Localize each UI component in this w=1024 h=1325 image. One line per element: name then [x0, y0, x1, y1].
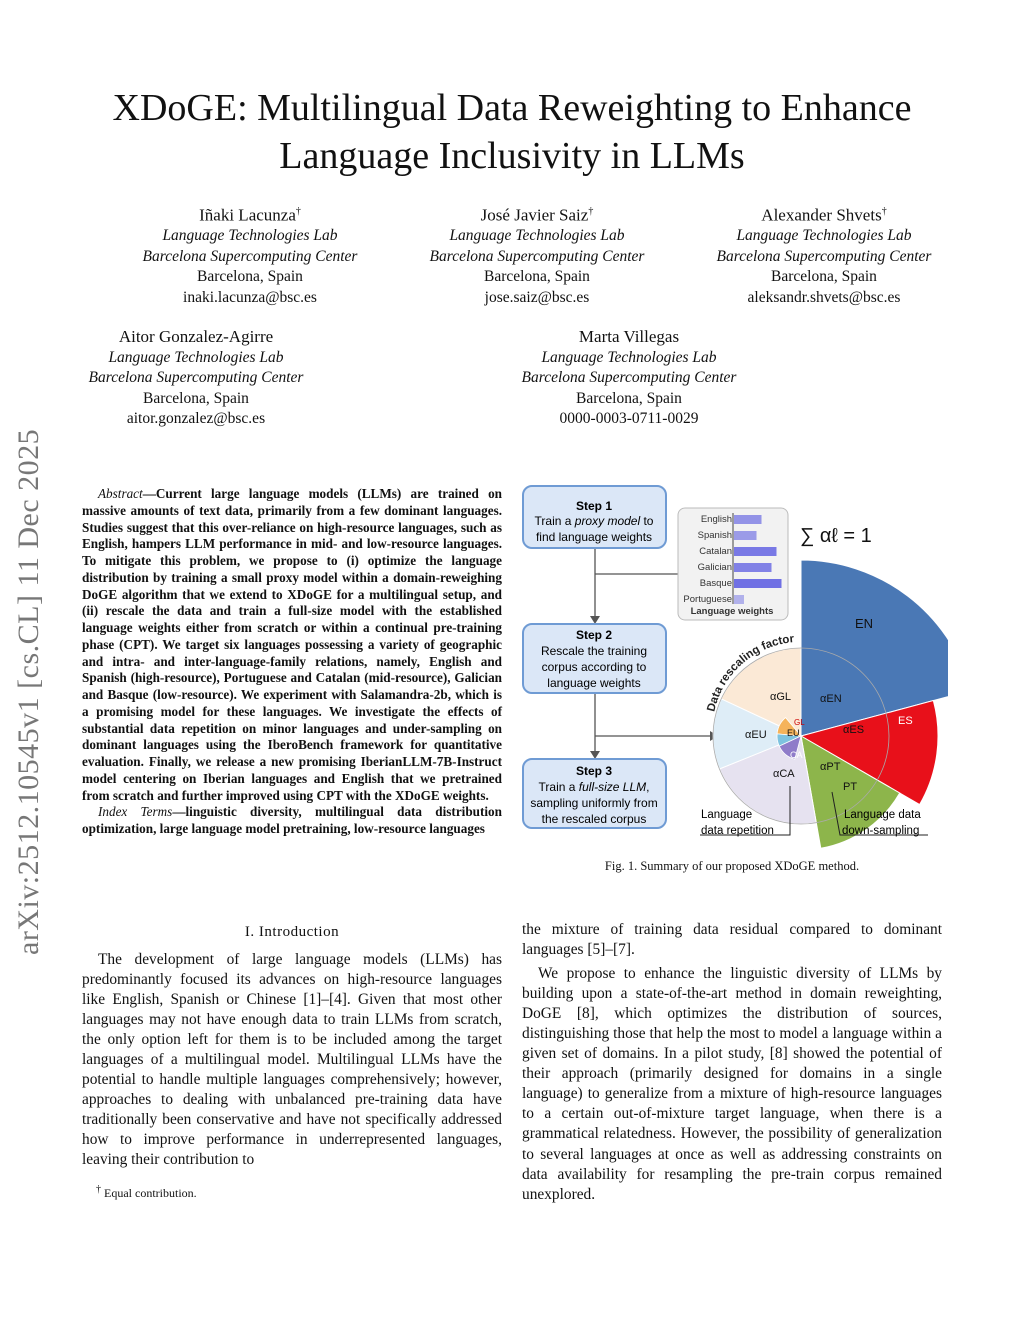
step-2-box	[523, 624, 666, 693]
step-2-line-1: Rescale the training	[540, 644, 648, 658]
abstract-text: —Current large language models (LLMs) are trained on massive amounts of text data, primarily from a few dominant languages. Studies suggest that this over-reliance on high-resource languages, such as English, hampers LLM performance in mid- and low-resource languages. To mitigate this problem, we propose to (i) optimize the language distribution by training a small proxy model within a domain-reweighing DoGE algorithm that we extend to XDoGE for a multilingual setup, and (ii) rescale the data and train a full-size model with the established language weights either from scratch or within a continual pre-training phase (CPT). We target six languages possessing a variety of geographic and intra- and inter-language-family relations, namely, English and Spanish (high-resource), Portuguese and Catalan (mid-resource), Galician and Basque (low-resource). We experiment with Salamandra-2b, which is a promising model for these languages. We investigate the effects of substantial data repetition on minor languages and under-sampling on dominant languages using the IberoBench framework for quantitative evaluation. Finally, we release a new promising IberianLLM-7B-Instruct model centering on Iberian languages and English that we pretrained from scratch and further improved using CPT with the XDoGE weights.	[82, 486, 502, 803]
author-center: Barcelona Supercomputing Center	[429, 247, 645, 265]
sector-label-gl: GL	[794, 718, 805, 727]
step-1-title: Step 1	[575, 499, 613, 513]
step-1-line-2: find language weights	[535, 530, 653, 544]
step-2-title: Step 2	[575, 628, 613, 642]
repetition-line-1: Language	[701, 809, 753, 821]
bar-spanish	[734, 531, 757, 540]
author-lab: Language Technologies Lab	[736, 227, 912, 245]
section-heading: I. Introduction	[244, 924, 340, 940]
sector-label-ca: CA	[790, 750, 803, 760]
rescaling-factor-label: Data rescaling factor	[705, 633, 795, 713]
language-weights-panel	[678, 508, 788, 620]
footnote-text: Equal contribution.	[104, 1186, 197, 1200]
author-center: Barcelona Supercomputing Center	[88, 369, 304, 386]
bar-label-spanish: Spanish	[697, 530, 732, 541]
title-line-2: Language Inclusivity in LLMs	[279, 135, 745, 177]
downsampling-line-1: Language data	[844, 809, 921, 821]
intro-paragraph-1: The development of large language models (LLMs) has predominantly focused its advances on high-resource languages like English, Spanish or Chinese [1]–[4]. Given that most other languages may not have enough data to train LLMs from scratch, the only option left for them is to be included among the target languages of a multilingual model. Multilingual LLMs have the potential to handle multiple languages comprehensively; however, approaches to dealing with unbalanced pre-training data have traditionally been conservative and have not specifically addressed how to improve performance in underrepresented languages, leaving their contribution to	[82, 951, 502, 1169]
bar-english	[734, 515, 762, 524]
author-center: Barcelona Supercomputing Center	[521, 369, 737, 386]
author-name: Marta Villegas	[578, 327, 680, 346]
step-3-title: Step 3	[575, 764, 613, 778]
alpha-label-gl: αGL	[770, 691, 792, 703]
step-3-box	[523, 759, 666, 828]
intro-paragraph-1-cont: the mixture of training data residual compared to dominant languages [5]–[7].	[522, 921, 942, 959]
bar-label-portuguese: Portuguese	[683, 594, 732, 605]
author-city: Barcelona, Spain	[771, 268, 877, 286]
author-name: Iñaki Lacunza	[199, 205, 296, 225]
author-mark: †	[588, 206, 594, 217]
step-2-line-3: language weights	[547, 676, 641, 690]
bar-label-basque: Basque	[699, 578, 732, 589]
step-3-line-3: the rescaled corpus	[541, 812, 647, 826]
sector-label-pt: PT	[843, 781, 858, 793]
author-center: Barcelona Supercomputing Center	[716, 247, 932, 265]
alpha-label-eu: αEU	[745, 729, 767, 741]
footnote-mark: †	[96, 1184, 101, 1195]
weights-caption: Language weights	[690, 606, 774, 617]
author-orcid[interactable]: 0000-0003-0711-0029	[559, 410, 699, 427]
index-terms-label: Index Terms	[98, 804, 173, 820]
bar-portuguese	[734, 595, 744, 604]
sector-label-en: EN	[855, 616, 874, 631]
author-mark: †	[295, 206, 301, 217]
sector-label-es: ES	[898, 715, 913, 727]
author-block-4	[66, 327, 326, 430]
downsampling-line-2: down-sampling	[842, 825, 920, 837]
author-city: Barcelona, Spain	[576, 389, 682, 407]
author-city: Barcelona, Spain	[484, 268, 590, 286]
footnote	[96, 1184, 197, 1201]
alpha-label-es: αES	[843, 724, 865, 736]
author-block-5	[499, 327, 759, 430]
author-lab: Language Technologies Lab	[108, 348, 284, 366]
author-name: Aitor Gonzalez-Agirre	[118, 327, 274, 346]
author-block-1	[120, 202, 380, 308]
author-lab: Language Technologies Lab	[449, 227, 625, 245]
arxiv-stamp: arXiv:2512.10545v1 [cs.CL] 11 Dec 2025	[12, 428, 45, 955]
author-lab: Language Technologies Lab	[162, 227, 338, 245]
step-3-line-2: sampling uniformly from	[530, 796, 658, 810]
author-email[interactable]: inaki.lacunza@bsc.es	[183, 288, 317, 306]
author-email[interactable]: aleksandr.shvets@bsc.es	[747, 288, 901, 306]
author-mark: †	[881, 206, 887, 217]
figure-1	[518, 480, 948, 850]
author-block-3	[694, 202, 954, 308]
alpha-label-en: αEN	[820, 693, 842, 705]
bar-label-catalan: Catalan	[699, 546, 732, 557]
author-email[interactable]: aitor.gonzalez@bsc.es	[126, 410, 266, 427]
author-name: Alexander Shvets	[761, 205, 882, 225]
abstract-label: Abstract	[98, 486, 143, 501]
alpha-label-ca: αCA	[773, 768, 795, 780]
author-email[interactable]: jose.saiz@bsc.es	[484, 288, 590, 306]
author-name: José Javier Saiz	[480, 205, 589, 225]
alpha-label-pt: αPT	[820, 761, 841, 773]
bar-label-english: English	[700, 514, 732, 525]
step-3-line-1: Train a full-size LLM,	[538, 780, 650, 794]
author-city: Barcelona, Spain	[143, 389, 249, 407]
title-line-1: XDoGE: Multilingual Data Reweighting to Enhance	[112, 87, 912, 129]
bar-basque	[734, 579, 782, 588]
bar-label-galician: Galician	[697, 562, 732, 573]
sum-alpha-formula: ∑ αℓ = 1	[800, 525, 872, 547]
author-city: Barcelona, Spain	[197, 268, 303, 286]
author-lab: Language Technologies Lab	[541, 348, 717, 366]
author-block-2	[407, 202, 667, 308]
bar-catalan	[734, 547, 777, 556]
step-1-line-1: Train a proxy model to	[534, 514, 654, 528]
intro-column-2	[522, 920, 942, 1205]
abstract	[82, 486, 502, 838]
bar-galician	[734, 563, 772, 572]
figure-caption: Fig. 1. Summary of our proposed XDoGE method.	[604, 859, 860, 873]
intro-paragraph-2: We propose to enhance the linguistic diversity of LLMs by building upon a state-of-the-art method in domain reweighting, DoGE [8], which optimizes the distribution of sources, distinguishing those that help the most to model a language within a given set of domains. In a pilot study, [8] showed the potential of their approach (primarily designed for domains in a single language) to generalize from a mixture of high-resource languages to a certain out-of-mixture target language, when there is a grammatical relatedness. However, the possibility of generalization to several languages at once as well as addressing constraints on data availability for resampling the pre-train corpus remained unexplored.	[522, 965, 942, 1203]
step-1-box	[523, 486, 666, 548]
step-2-line-2: corpus according to	[541, 660, 647, 674]
sector-label-eu: EU	[787, 728, 800, 738]
paper-title	[40, 84, 984, 180]
repetition-line-2: data repetition	[701, 825, 774, 837]
index-terms-text: —linguistic diversity, multilingual data distribution optimization, large language model pretraining, low-resource languages	[82, 804, 502, 836]
author-center: Barcelona Supercomputing Center	[142, 247, 358, 265]
